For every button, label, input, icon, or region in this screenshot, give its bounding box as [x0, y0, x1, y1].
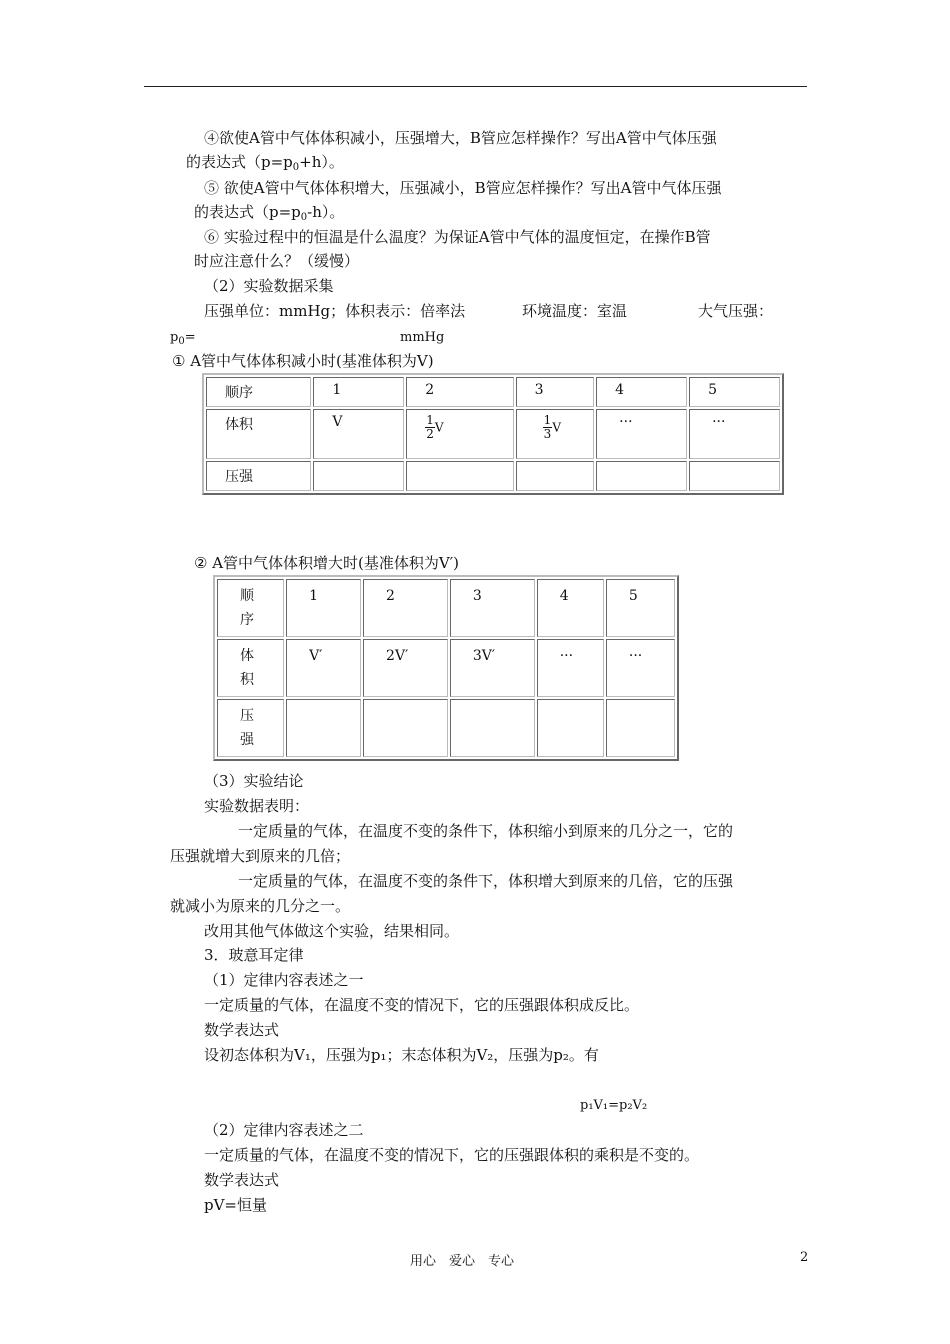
header-rule	[144, 86, 807, 87]
table-header-cell: 5	[689, 377, 780, 407]
question-6-line1: ⑥ 实验过程中的恒温是什么温度？为保证A管中气体的温度恒定，在操作B管	[204, 228, 711, 246]
table-cell	[406, 461, 513, 491]
law-statement-2-text: 一定质量的气体，在温度不变的情况下，它的压强跟体积的乘积是不变的。	[204, 1146, 700, 1164]
page-footer: 用心 爱心 专心	[410, 1254, 515, 1269]
atmospheric-pressure-label: 大气压强：	[698, 302, 774, 320]
table-header-cell: 3	[450, 579, 535, 637]
equation-pv-constant: pV=恒量	[204, 1196, 268, 1214]
table-cell	[363, 699, 448, 757]
equation-p1v1-p2v2: p₁V₁=p₂V₂	[580, 1098, 648, 1113]
table-cell	[286, 699, 361, 757]
table-row-label: 压 强	[217, 699, 284, 757]
table-header-cell: 2	[406, 377, 513, 407]
table-volume-increase	[213, 575, 679, 761]
table-cell: V′	[286, 639, 361, 697]
fraction: $\frac{1}{2}$	[426, 413, 434, 441]
ambient-temperature: 环境温度：室温	[522, 302, 628, 320]
table-cell	[516, 461, 595, 491]
table2-caption: ② A管中气体体积增大时(基准体积为V′)	[194, 554, 459, 572]
table-header-cell: 4	[596, 377, 687, 407]
table-cell	[606, 699, 675, 757]
table-cell	[596, 461, 687, 491]
table-header-cell: 3	[516, 377, 595, 407]
law-statement-2-heading: （2）定律内容表述之二	[204, 1121, 364, 1139]
table-cell: $\frac{1}{2}$ V	[406, 409, 513, 459]
fraction: $\frac{1}{3}$	[543, 413, 552, 441]
page-number: 2	[800, 1250, 809, 1265]
conclusion-1-line1: 一定质量的气体，在温度不变的条件下，体积缩小到原来的几分之一，它的	[238, 822, 734, 840]
table-header-cell: 1	[313, 377, 404, 407]
table-cell	[313, 461, 404, 491]
table-cell: $\frac{1}{3}$ V	[516, 409, 595, 459]
table-cell: ···	[537, 639, 604, 697]
table-row-label: 体积	[206, 409, 311, 459]
conclusion-3: 改用其他气体做这个实验，结果相同。	[204, 922, 460, 940]
table-cell: 2V′	[363, 639, 448, 697]
question-4-line1: ④欲使A管中气体体积减小，压强增大，B管应怎样操作？写出A管中气体压强	[204, 129, 717, 147]
table-header-cell: 4	[537, 579, 604, 637]
table-cell	[450, 699, 535, 757]
law-setup-text: 设初态体积为V₁，压强为p₁；末态体积为V₂，压强为p₂。有	[204, 1046, 599, 1064]
table-cell: V	[313, 409, 404, 459]
table-cell: ···	[596, 409, 687, 459]
conclusion-2-line1: 一定质量的气体，在温度不变的条件下，体积增大到原来的几倍，它的压强	[238, 872, 734, 890]
question-5-line2: 的表达式$(p=p_0-h)$。	[194, 203, 345, 223]
conclusion-intro: 实验数据表明：	[204, 797, 310, 815]
table-header-cell: 顺 序	[217, 579, 284, 637]
question-6-line2: 时应注意什么？（缓慢）	[194, 252, 360, 270]
table1-caption: ① A管中气体体积减小时(基准体积为V)	[172, 352, 434, 370]
law-statement-1-heading: （1）定律内容表述之一	[204, 971, 364, 989]
table-header-cell: 5	[606, 579, 675, 637]
table-cell: ···	[689, 409, 780, 459]
table-cell: ···	[606, 639, 675, 697]
math-expression-label-2: 数学表达式	[204, 1171, 280, 1189]
units-text: 压强单位：mmHg；体积表示：倍率法	[204, 302, 466, 320]
table-cell: 3V′	[450, 639, 535, 697]
table-row-label: 压强	[206, 461, 311, 491]
table-cell	[689, 461, 780, 491]
table-volume-decrease	[202, 373, 784, 495]
boyle-law-heading: 3．玻意耳定律	[204, 946, 304, 964]
section-2-heading: （2）实验数据采集	[204, 277, 334, 295]
math-expression-label-1: 数学表达式	[204, 1021, 280, 1039]
table-row-label: 体 积	[217, 639, 284, 697]
conclusion-2-line2: 就减小为原来的几分之一。	[170, 897, 351, 915]
section-3-heading: （3）实验结论	[204, 772, 304, 790]
table-header-cell: 顺序	[206, 377, 311, 407]
question-5-line1: ⑤ 欲使A管中气体体积增大，压强减小，B管应怎样操作？写出A管中气体压强	[204, 179, 722, 197]
p0-label: $p_0=$	[170, 330, 196, 347]
question-4-line2: 的表达式$(p=p_0+h)$。	[186, 153, 344, 173]
conclusion-1-line2: 压强就增大到原来的几倍；	[170, 847, 351, 865]
p0-unit: mmHg	[400, 330, 445, 345]
table-header-cell: 1	[286, 579, 361, 637]
table-header-cell: 2	[363, 579, 448, 637]
law-statement-1-text: 一定质量的气体，在温度不变的情况下，它的压强跟体积成反比。	[204, 996, 640, 1014]
table-cell	[537, 699, 604, 757]
